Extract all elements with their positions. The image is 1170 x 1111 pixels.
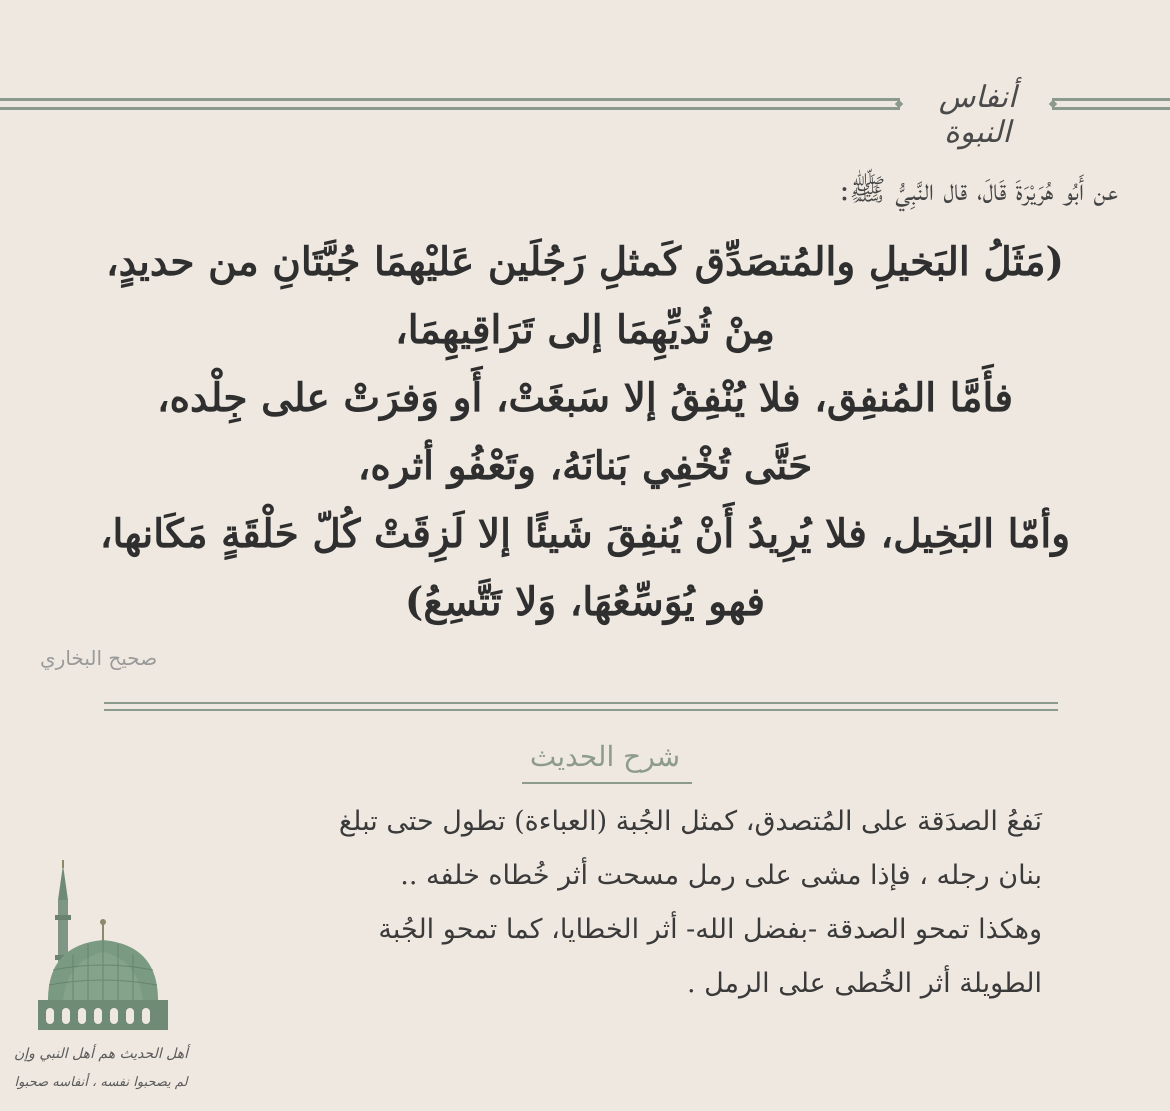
hadith-text [40,228,1130,636]
hadith-source: صحيح البخاري [40,646,158,670]
hadith-line: حَتَّى تُخْفِي بَنانَهُ، وتَعْفُو أثره، [357,443,813,489]
hadith-line: فهو يُوَسِّعُهَا، وَلا تَتَّسِعُ) [404,579,766,625]
footer-tagline: لم يصحبوا نفسه ، أنفاسه صحبوا [14,1075,188,1090]
header-rule-right [1052,98,1170,110]
hadith-line: فأَمَّا المُنفِق، فلا يُنْفِقُ إلا سَبغَتْ، أَو وَفرَتْ على جِلْده، [157,375,1013,421]
explanation-line: الطويلة أثر الخُطى على الرمل . [686,968,1042,999]
explanation-text [192,795,1042,1011]
explanation-line: وهكذا تمحو الصدقة -بفضل الله- أثر الخطايا، كما تمحو الجُبة [378,914,1042,945]
hadith-intro: عن أَبُو هُرَيْرَةَ قَالَ، قال النَّبِيُّ ﷺ: [839,173,1118,208]
explanation-line: نَفعُ الصدَقة على المُتصدق، كمثل الجُبة (العباءة) تطول حتى تبلغ [338,806,1042,837]
hadith-line: مِنْ ثُديِّهِمَا إلى تَرَاقِيهِمَا، [395,307,775,353]
footer-tagline: أهل الحديث هم أهل النبي وإن [13,1046,189,1062]
hadith-line: (مَثَلُ البَخيلِ والمُتصَدِّق كَمثلِ رَجُلَين عَليْهمَا جُبَّتَانِ من حديدٍ، [106,239,1064,285]
explanation-heading-underline [522,782,692,784]
hadith-line: وأمّا البَخِيل، فلا يُرِيدُ أَنْ يُنفِقَ شَيئًا إلا لَزِقَتْ كُلّ حَلْقَةٍ مَكَانها، [99,511,1071,557]
header-rule-left [0,98,900,110]
section-divider [104,702,1058,711]
green-dome-mosque-icon [28,860,168,1045]
explanation-line: بنان رجله ، فإذا مشى على رمل مسحت أثر خُطاه خلفه .. [400,860,1042,891]
page-header [0,78,1170,150]
page-title: أنفاس النبوة [938,80,1017,150]
explanation-heading: شرح الحديث [529,740,681,773]
